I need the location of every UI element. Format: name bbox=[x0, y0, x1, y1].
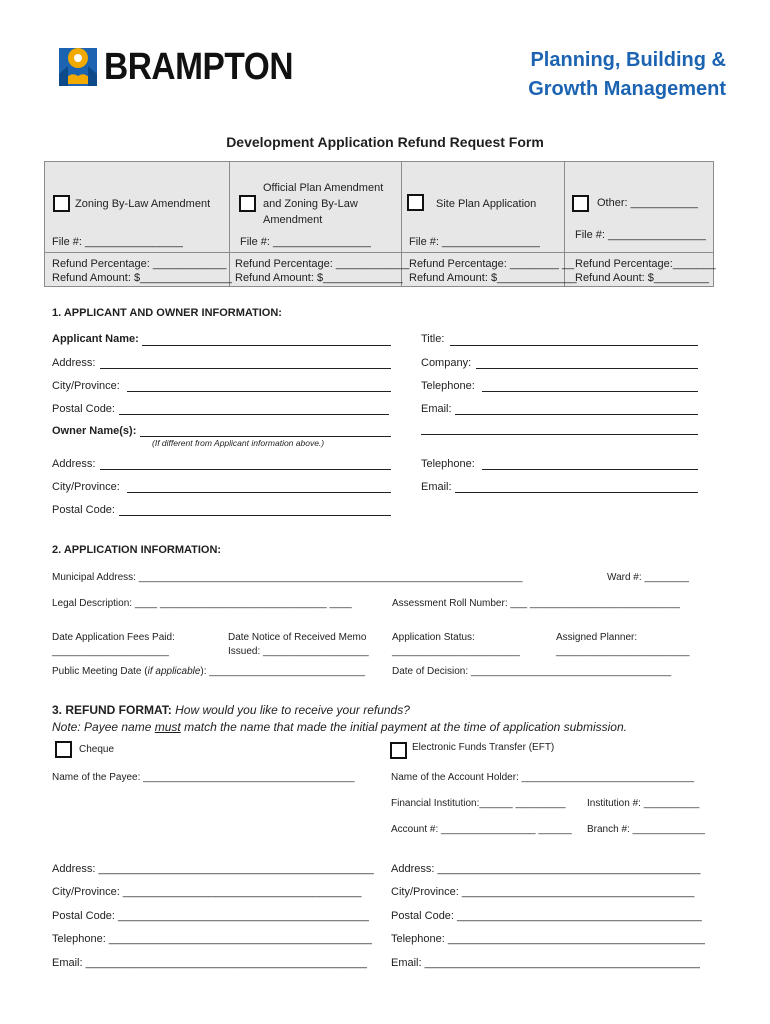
owner-email-input[interactable] bbox=[455, 492, 698, 493]
title-input[interactable] bbox=[450, 345, 698, 346]
city-province-input[interactable] bbox=[127, 391, 391, 392]
divider bbox=[229, 161, 230, 287]
cheque-telephone-field[interactable]: Telephone: ___________________________________________ bbox=[52, 933, 372, 945]
public-meeting-field[interactable] bbox=[52, 666, 365, 678]
assigned-planner-label: Assigned Planner: bbox=[556, 632, 638, 643]
official-plan-refund-percentage[interactable]: Refund Percentage: ____________ bbox=[235, 258, 410, 270]
zoning-refund-percentage[interactable]: Refund Percentage: ____________ bbox=[52, 258, 227, 270]
zoning-refund-amount[interactable]: Refund Amount: $_______________ bbox=[52, 272, 232, 284]
company-label: Company: bbox=[421, 357, 472, 369]
brampton-logo bbox=[56, 44, 296, 94]
account-number-field[interactable]: Account #: _________________ ______ bbox=[391, 824, 572, 835]
section3-heading-label: 3. REFUND FORMAT: bbox=[52, 703, 172, 717]
divider bbox=[44, 252, 714, 253]
address-label: Address: bbox=[52, 357, 96, 369]
notice-memo-label: Date Notice of Received Memo bbox=[228, 632, 367, 643]
logo-wordmark: BRAMPTON bbox=[104, 46, 294, 88]
eft-city-field[interactable]: City/Province: ______________________________________ bbox=[391, 886, 695, 898]
form-title: Development Application Refund Request Form bbox=[226, 134, 544, 150]
eft-label: Electronic Funds Transfer (EFT) bbox=[412, 742, 555, 753]
official-plan-label-line3: Amendment bbox=[263, 214, 323, 226]
title-label: Title: bbox=[421, 333, 445, 345]
owner-postal-label: Postal Code: bbox=[52, 504, 115, 516]
eft-postal-field[interactable]: Postal Code: ________________________________________ bbox=[391, 910, 702, 922]
fees-paid-label: Date Application Fees Paid: bbox=[52, 632, 175, 643]
site-plan-checkbox[interactable] bbox=[407, 194, 424, 211]
section3-question: How would you like to receive your refunds? bbox=[171, 703, 410, 717]
zoning-bylaw-checkbox[interactable] bbox=[53, 195, 70, 212]
institution-number-field[interactable]: Institution #: __________ bbox=[587, 798, 700, 809]
owner-name-input[interactable] bbox=[140, 436, 391, 437]
owner-note: (If different from Applicant information above.) bbox=[152, 438, 325, 448]
site-plan-label: Site Plan Application bbox=[436, 198, 537, 210]
owner-address-label: Address: bbox=[52, 458, 96, 470]
other-checkbox[interactable] bbox=[572, 195, 589, 212]
section3-heading bbox=[52, 704, 410, 718]
section1-heading: 1. APPLICANT AND OWNER INFORMATION: bbox=[52, 307, 282, 319]
date-of-decision-field[interactable]: Date of Decision: ____________________________________ bbox=[392, 666, 672, 677]
owner-address-input[interactable] bbox=[100, 469, 391, 470]
owner-city-label: City/Province: bbox=[52, 481, 120, 493]
cheque-label: Cheque bbox=[79, 744, 115, 755]
postal-code-input[interactable] bbox=[119, 414, 389, 415]
cheque-address-field[interactable]: Address: _____________________________________________ bbox=[52, 863, 374, 875]
eft-address-field[interactable]: Address: ___________________________________________ bbox=[391, 863, 701, 875]
payee-note bbox=[52, 721, 627, 735]
cheque-email-field[interactable]: Email: ______________________________________________ bbox=[52, 957, 368, 969]
payee-name-field[interactable]: Name of the Payee: ______________________________________ bbox=[52, 772, 355, 783]
eft-checkbox[interactable] bbox=[390, 742, 407, 759]
department-title-line1: Planning, Building & bbox=[530, 49, 726, 71]
application-status-label: Application Status: bbox=[392, 632, 475, 643]
payee-note-a: Note: Payee name bbox=[52, 720, 155, 734]
city-province-label: City/Province: bbox=[52, 380, 120, 392]
postal-code-label: Postal Code: bbox=[52, 403, 115, 415]
owner-city-input[interactable] bbox=[127, 492, 391, 493]
application-status-input[interactable]: _______________________ bbox=[392, 646, 520, 657]
public-meeting-input[interactable]: ): ____________________________ bbox=[200, 666, 366, 677]
owner-telephone-label: Telephone: bbox=[421, 458, 475, 470]
cheque-city-field[interactable]: City/Province: _______________________________________ bbox=[52, 886, 362, 898]
assigned-planner-input[interactable]: ________________________ bbox=[556, 646, 690, 657]
eft-email-field[interactable]: Email: _____________________________________________ bbox=[391, 957, 700, 969]
other-label-field[interactable]: Other: ___________ bbox=[597, 197, 698, 209]
applicant-name-input[interactable] bbox=[142, 345, 391, 346]
notice-memo-input[interactable]: Issued: ___________________ bbox=[228, 646, 369, 657]
applicant-name-label: Applicant Name: bbox=[52, 333, 139, 345]
owner-name-label: Owner Name(s): bbox=[52, 425, 137, 437]
email-input[interactable] bbox=[455, 414, 698, 415]
cheque-checkbox[interactable] bbox=[55, 741, 72, 758]
site-plan-refund-amount[interactable]: Refund Amount: $_____________ bbox=[409, 272, 577, 284]
site-plan-refund-percentage[interactable]: Refund Percentage: ________ __ bbox=[409, 258, 575, 270]
telephone-label: Telephone: bbox=[421, 380, 475, 392]
financial-institution-field[interactable]: Financial Institution:______ _________ bbox=[391, 798, 566, 809]
official-plan-file-field[interactable]: File #: ________________ bbox=[240, 236, 371, 248]
ward-field[interactable]: Ward #: ________ bbox=[607, 572, 689, 583]
cheque-postal-field[interactable]: Postal Code: _________________________________________ bbox=[52, 910, 369, 922]
payee-note-must: must bbox=[154, 720, 181, 734]
public-meeting-label: Public Meeting Date ( bbox=[52, 666, 148, 677]
assessment-roll-field[interactable]: Assessment Roll Number: ___ ___________________________ bbox=[392, 598, 680, 609]
brampton-flower-icon bbox=[56, 44, 100, 90]
official-plan-refund-amount[interactable]: Refund Amount: $_____________ bbox=[235, 272, 403, 284]
official-plan-label-line2: and Zoning By-Law bbox=[263, 198, 358, 210]
payee-note-b: match the name that made the initial payment at the time of application submission. bbox=[180, 720, 627, 734]
eft-telephone-field[interactable]: Telephone: __________________________________________ bbox=[391, 933, 705, 945]
municipal-address-field[interactable]: Municipal Address: _____________________________________________________________________ bbox=[52, 572, 523, 583]
branch-number-field[interactable]: Branch #: _____________ bbox=[587, 824, 705, 835]
owner-extra-input[interactable] bbox=[421, 434, 698, 435]
department-title-line2: Growth Management bbox=[528, 78, 726, 100]
address-input[interactable] bbox=[100, 368, 391, 369]
official-plan-label-line1: Official Plan Amendment bbox=[263, 182, 384, 194]
owner-postal-input[interactable] bbox=[119, 515, 391, 516]
official-plan-checkbox[interactable] bbox=[239, 195, 256, 212]
company-input[interactable] bbox=[476, 368, 698, 369]
other-refund-amount[interactable]: Refund Aount: $_________ bbox=[575, 272, 709, 284]
account-holder-field[interactable]: Name of the Account Holder: _______________________________ bbox=[391, 772, 695, 783]
public-meeting-note: if applicable bbox=[147, 666, 201, 677]
fees-paid-input[interactable]: _____________________ bbox=[52, 646, 169, 657]
section2-heading: 2. APPLICATION INFORMATION: bbox=[52, 544, 222, 556]
legal-description-field[interactable]: Legal Description: ____ ______________________________ ____ bbox=[52, 598, 352, 609]
owner-telephone-input[interactable] bbox=[482, 469, 698, 470]
email-label: Email: bbox=[421, 403, 452, 415]
owner-email-label: Email: bbox=[421, 481, 452, 493]
other-file-field[interactable]: File #: ________________ bbox=[575, 229, 706, 241]
zoning-file-field[interactable]: File #: ________________ bbox=[52, 236, 183, 248]
zoning-bylaw-label: Zoning By-Law Amendment bbox=[75, 198, 211, 210]
telephone-input[interactable] bbox=[482, 391, 698, 392]
site-plan-file-field[interactable]: File #: ________________ bbox=[409, 236, 540, 248]
other-refund-percentage[interactable]: Refund Percentage:_______ bbox=[575, 258, 716, 270]
